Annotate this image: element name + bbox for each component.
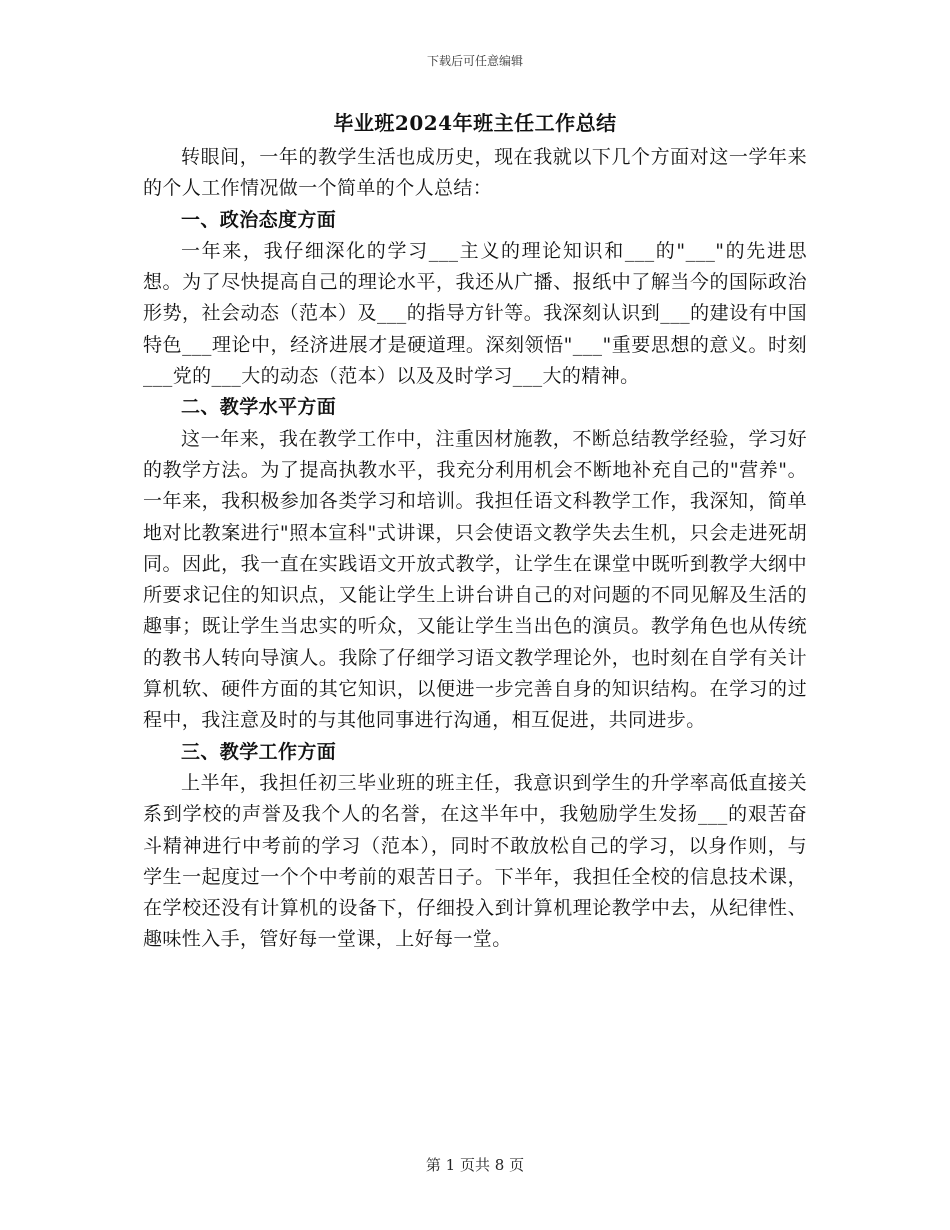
section-paragraph-teaching-work: 上半年，我担任初三毕业班的班主任，我意识到学生的升学率高低直接关系到学校的声誉及我个人的名誉，在这半年中，我勉励学生发扬___的艰苦奋斗精神进行中考前的学习（范本），同时不敢放松自己的学习，以身作则，与学生一起度过一个个中考前的艰苦日子。下半年，我担任全校的信息技术课，在学校还没有计算机的设备下，仔细投入到计算机理论教学中去，从纪律性、趣味性入手，管好每一堂课，上好每一堂。 — [143, 771, 807, 951]
section-paragraph-teaching-level: 这一年来，我在教学工作中，注重因材施教，不断总结教学经验，学习好的教学方法。为了提高执教水平，我充分利用机会不断地补充自己的"营养"。一年来，我积极参加各类学习和培训。我担任语文科教学工作，我深知，简单地对比教案进行"照本宣科"式讲课，只会使语文教学失去生机，只会走进死胡同。因此，我一直在实践语文开放式教学，让学生在课堂中既听到教学大纲中所要求记住的知识点，又能让学生上讲台讲自己的对问题的不同见解及生活的趣事；既让学生当忠实的听众，又能让学生当出色的演员。教学角色也从传统的教书人转向导演人。我除了仔细学习语文教学理论外，也时刻在自学有关计算机软、硬件方面的其它知识，以便进一步完善自身的知识结构。在学习的过程中，我注意及时的与其他同事进行沟通，相互促进，共同进步。 — [143, 427, 807, 732]
section-heading-politics: 一、政治态度方面 — [181, 208, 337, 231]
document-body — [143, 106, 807, 956]
page-number: 第 1 页共 8 页 — [425, 1156, 525, 1174]
header-note: 下载后可任意编辑 — [426, 54, 523, 68]
intro-paragraph: 转眼间，一年的教学生活也成历史，现在我就以下几个方面对这一学年来的个人工作情况做一个简单的个人总结： — [143, 146, 807, 200]
section-heading-teaching-work: 三、教学工作方面 — [181, 740, 337, 763]
document-title: 毕业班2024年班主任工作总结 — [333, 111, 617, 135]
section-paragraph-politics: 一年来，我仔细深化的学习___主义的理论知识和___的"___"的先进思想。为了尽快提高自己的理论水平，我还从广播、报纸中了解当今的国际政治形势，社会动态（范本）及___的指导方针等。我深刻认识到___的建设有中国特色___理论中，经济进展才是硬道理。深刻领悟"___"重要思想的意义。时刻___党的___大的动态（范本）以及及时学习___大的精神。 — [143, 239, 807, 388]
section-heading-teaching-level: 二、教学水平方面 — [181, 396, 337, 419]
